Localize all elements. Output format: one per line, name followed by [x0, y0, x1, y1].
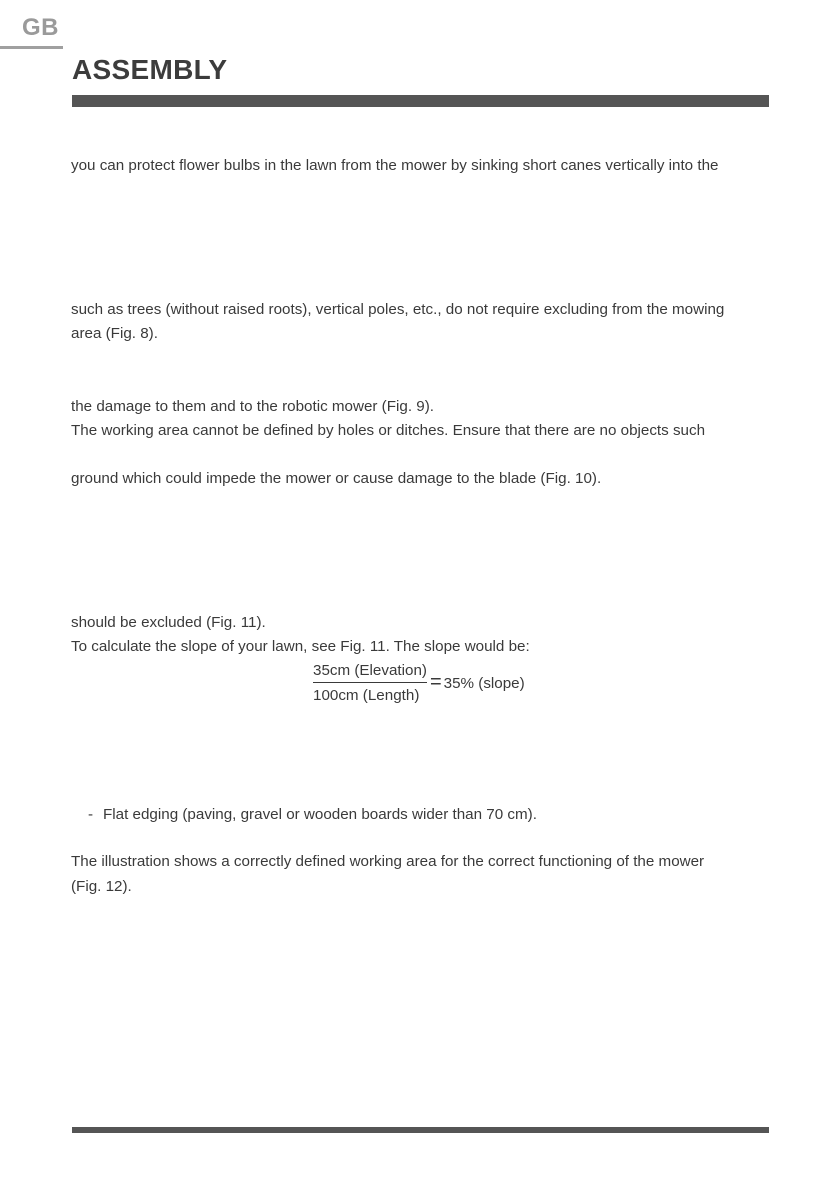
paragraph-line: the damage to them and to the robotic mower (Fig. 9). — [71, 398, 434, 415]
paragraph-line: The working area cannot be defined by holes or ditches. Ensure that there are no objects such — [71, 422, 706, 439]
paragraph-line: you can protect flower bulbs in the lawn from the mower by sinking short canes vertically into the — [71, 157, 719, 174]
formula-equals-sign: = — [429, 670, 442, 693]
paragraph-line: The illustration shows a correctly defined working area for the correct functioning of the mower — [71, 853, 705, 870]
paragraph-line: ground which could impede the mower or cause damage to the blade (Fig. 10). — [71, 470, 602, 487]
footer-divider-bar — [72, 1127, 769, 1133]
slope-fraction — [313, 661, 427, 705]
bullet-item — [88, 805, 537, 825]
section-title: ASSEMBLY — [72, 54, 228, 85]
formula-result: 35% (slope) — [443, 674, 525, 692]
paragraph-line: should be excluded (Fig. 11). — [71, 614, 266, 631]
formula-denominator: 100cm (Length) — [313, 687, 420, 704]
paragraph-line: To calculate the slope of your lawn, see Fig. 11. The slope would be: — [71, 638, 530, 655]
paragraph-line: (Fig. 12). — [71, 878, 132, 895]
paragraph-line: area (Fig. 8). — [71, 325, 158, 342]
bullet-dash: - — [88, 806, 94, 823]
language-tag: GB — [22, 14, 59, 41]
slope-formula — [313, 661, 525, 705]
paragraph-line: such as trees (without raised roots), vertical poles, etc., do not require excluding from the mowing — [71, 301, 725, 318]
language-tag-underline — [0, 46, 63, 49]
formula-numerator: 35cm (Elevation) — [313, 661, 427, 683]
bullet-text: Flat edging (paving, gravel or wooden boards wider than 70 cm). — [103, 806, 537, 823]
title-divider-bar — [72, 95, 769, 107]
